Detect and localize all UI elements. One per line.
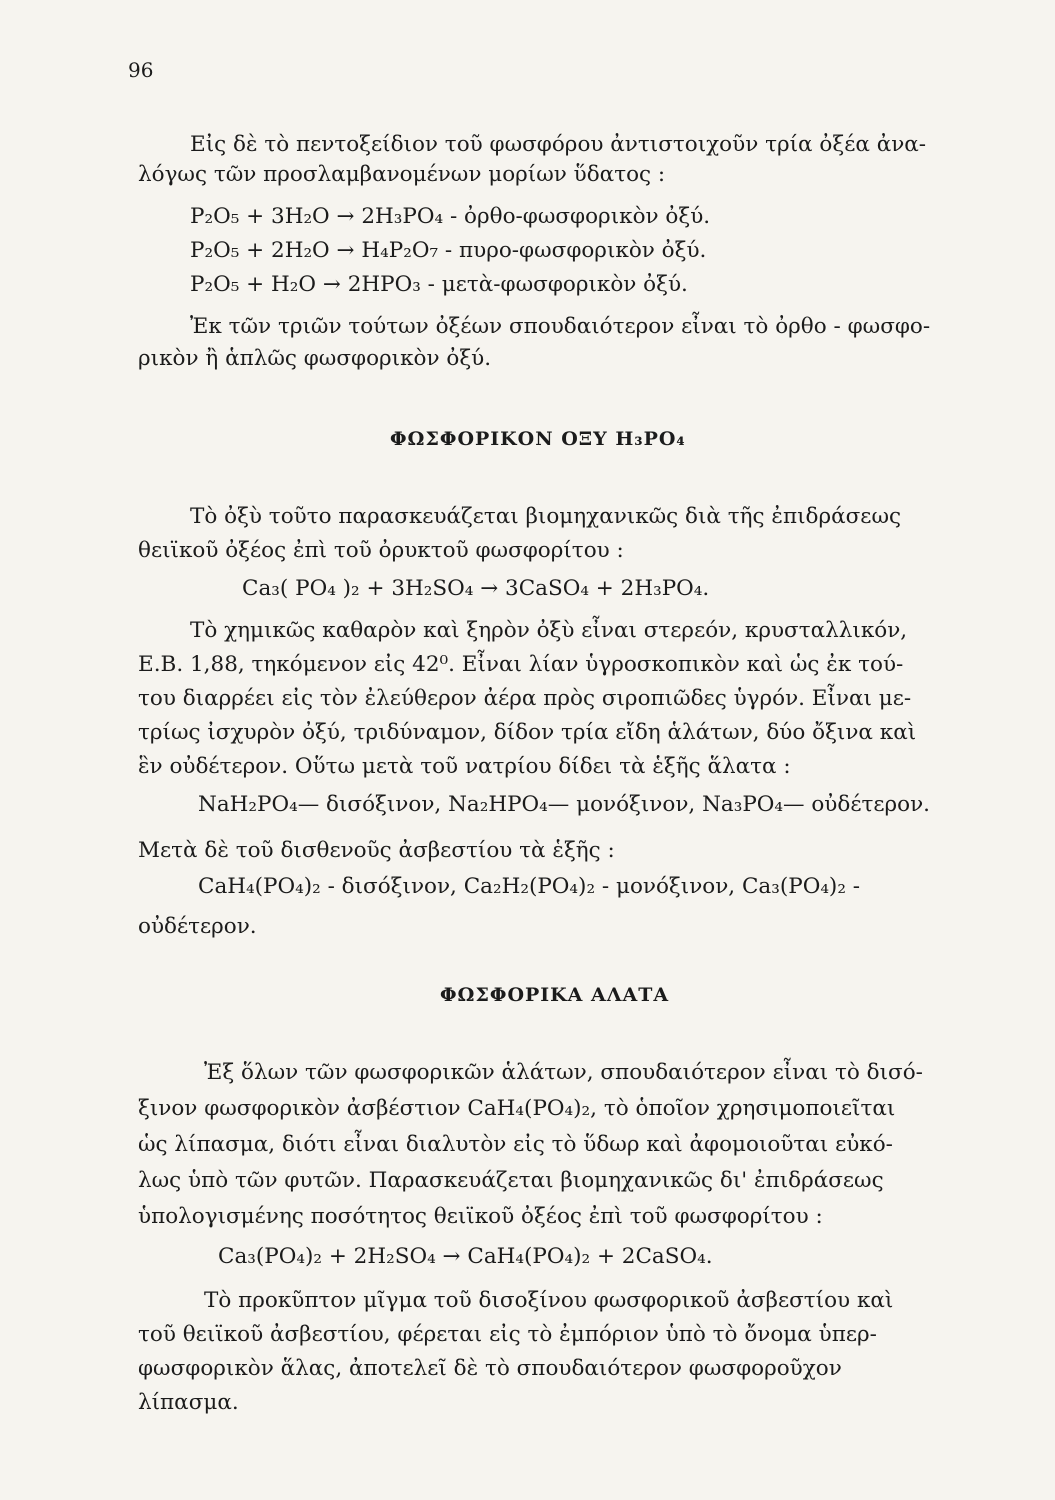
section2-equation: Ca₃(PO₄)₂ + 2H₂SO₄ → CaH₄(PO₄)₂ + 2CaSO₄. <box>218 1244 713 1269</box>
section1-intro-line-1: Τὸ ὀξὺ τοῦτο παρασκευάζεται βιομηχανικῶς διὰ τῆς ἐπιδράσεως <box>190 504 902 529</box>
section1-intro-line-2: θειϊκοῦ ὀξέος ἐπὶ τοῦ ὀρυκτοῦ φωσφορίτου : <box>138 538 624 563</box>
properties-line-5: ἓν οὐδέτερον. Οὕτω μετὰ τοῦ νατρίου δίδει τὰ ἑξῆς ἅλατα : <box>138 754 791 779</box>
closing-line-2: τοῦ θειϊκοῦ ἀσβεστίου, φέρεται εἰς τὸ ἐμπόριον ὑπὸ τὸ ὄνομα ὑπερ- <box>138 1322 877 1347</box>
section-title-phosphoric-acid: ΦΩΣΦΟΡΙΚΟΝ ΟΞΥ H₃PO₄ <box>390 428 686 450</box>
properties-line-2: E.B. 1,88, τηκόμενον εἰς 42⁰. Εἶναι λίαν ὑγροσκοπικὸν καὶ ὡς ἐκ τού- <box>138 652 904 677</box>
closing-line-1: Τὸ προκῦπτον μῖγμα τοῦ δισοξίνου φωσφορικοῦ ἀσβεστίου καὶ <box>204 1288 894 1313</box>
page-number: 96 <box>128 58 154 82</box>
salts-paragraph-line-1: Ἐξ ὅλων τῶν φωσφορικῶν ἁλάτων, σπουδαιότερον εἶναι τὸ δισό- <box>204 1060 923 1085</box>
salts-paragraph-line-4: λως ὑπὸ τῶν φυτῶν. Παρασκευάζεται βιομηχανικῶς δι' ἐπιδράσεως <box>138 1168 884 1193</box>
salts-paragraph-line-2: ξινον φωσφορικὸν ἀσβέστιον CaH₄(PO₄)₂, τὸ ὁποῖον χρησιμοποιεῖται <box>138 1096 896 1121</box>
acid-equation-meta: P₂O₅ + H₂O → 2HPO₃ - μετὰ-φωσφορικὸν ὀξύ. <box>190 272 688 297</box>
acid-summary-line-1: Ἐκ τῶν τριῶν τούτων ὀξέων σπουδαιότερον εἶναι τὸ ὀρθο - φωσφο- <box>190 314 931 339</box>
closing-line-3: φωσφορικὸν ἅλας, ἀποτελεῖ δὲ τὸ σπουδαιότερον φωσφοροῦχον <box>138 1356 842 1381</box>
salts-paragraph-line-3: ὡς λίπασμα, διότι εἶναι διαλυτὸν εἰς τὸ ὕδωρ καὶ ἀφομοιοῦται εὐκό- <box>138 1132 893 1157</box>
closing-line-4: λίπασμα. <box>138 1390 239 1415</box>
properties-line-3: του διαρρέει εἰς τὸν ἐλεύθερον ἀέρα πρὸς σιροπιῶδες ὑγρόν. Εἶναι με- <box>138 686 912 711</box>
calcium-intro: Μετὰ δὲ τοῦ δισθενοῦς ἀσβεστίου τὰ ἑξῆς : <box>138 838 615 863</box>
properties-line-1: Τὸ χημικῶς καθαρὸν καὶ ξηρὸν ὀξὺ εἶναι στερεόν, κρυσταλλικόν, <box>190 618 908 643</box>
salts-paragraph-line-5: ὑπολογισμένης ποσότητος θειϊκοῦ ὀξέος ἐπὶ τοῦ φωσφορίτου : <box>138 1204 823 1229</box>
sodium-salts: NaH₂PO₄— δισόξινον, Na₂HPO₄— μονόξινον, Na₃PO₄— οὐδέτερον. <box>198 792 930 817</box>
calcium-salts-end: οὐδέτερον. <box>138 914 257 939</box>
intro-line-1: Εἰς δὲ τὸ πεντοξείδιον τοῦ φωσφόρου ἀντιστοιχοῦν τρία ὀξέα ἀνα- <box>190 132 927 157</box>
acid-equation-pyro: P₂O₅ + 2H₂O → H₄P₂O₇ - πυρο-φωσφορικὸν ὀξύ. <box>190 238 707 263</box>
acid-equation-ortho: P₂O₅ + 3H₂O → 2H₃PO₄ - ὀρθο-φωσφορικὸν ὀξύ. <box>190 204 711 229</box>
calcium-salts: CaH₄(PO₄)₂ - δισόξινον, Ca₂H₂(PO₄)₂ - μονόξινον, Ca₃(PO₄)₂ - <box>198 874 861 899</box>
properties-line-4: τρίως ἰσχυρὸν ὀξύ, τριδύναμον, δίδον τρία εἴδη ἁλάτων, δύο ὄξινα καὶ <box>138 720 917 745</box>
intro-line-2: λόγως τῶν προσλαμβανομένων μορίων ὕδατος : <box>138 162 666 187</box>
section1-equation: Ca₃( PO₄ )₂ + 3H₂SO₄ → 3CaSO₄ + 2H₃PO₄. <box>242 576 710 601</box>
section-title-phosphate-salts: ΦΩΣΦΟΡΙΚΑ ΑΛΑΤΑ <box>440 984 670 1006</box>
acid-summary-line-2: ρικὸν ἢ ἁπλῶς φωσφορικὸν ὀξύ. <box>138 346 492 371</box>
